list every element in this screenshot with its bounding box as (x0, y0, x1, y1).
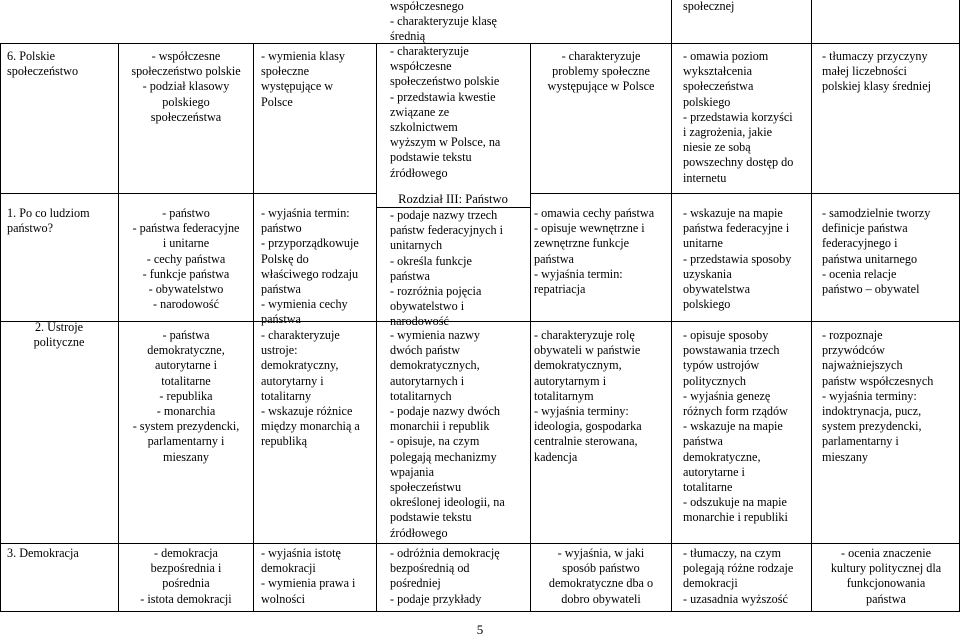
topic-title: 3. Demokracja (7, 546, 79, 560)
outstanding-requirements-cell: - tłumaczy przyczyny małej liczebności polskiej klasy średniej (822, 49, 931, 94)
page-number: 5 (476, 622, 484, 637)
column-divider (811, 0, 812, 612)
extended-requirements-cell: - odróżnia demokrację bezpośrednią od pośredniej - podaje przykłady (390, 546, 500, 606)
content-cell: - współczesne społeczeństwo polskie - podział klasowy polskiego społeczeństwa (131, 49, 241, 124)
extended-requirements-cell: - charakteryzuje współczesne społeczeństwo polskie - przedstawia kwestie związane ze szkolnictwem wyższym w Polsce, na podstawie tekstu źródłowego (390, 44, 501, 180)
basic-requirements-cell: - charakteryzuje ustroje: demokratyczny, autorytarny i totalitarny - wskazuje różnice między monarchią a republiką (261, 328, 360, 449)
complex-requirements-cell: - charakteryzuje problemy społeczne występujące w Polsce (547, 49, 655, 94)
row-divider (530, 193, 960, 194)
column-divider (253, 43, 254, 612)
advanced-requirements-cell: - tłumaczy, na czym polegają różne rodzaje demokracji - uzasadnia wyższość (683, 546, 794, 606)
extended-cell-continuation: współczesnego - charakteryzuje klasę średnią (390, 0, 497, 44)
advanced-cell-continuation: społecznej (683, 0, 735, 13)
basic-requirements-cell: - wyjaśnia termin: państwo - przyporządkowuje Polskę do właściwego rodzaju państwa - wymienia cechy państwa (261, 206, 359, 327)
content-cell: - państwa demokratyczne, autorytarne i totalitarne - republika - monarchia - system prezydencki, parlamentarny i mieszany (132, 328, 240, 464)
topic-title: 2. Ustroje polityczne (33, 320, 85, 350)
table-border-bottom (0, 611, 960, 612)
complex-requirements-cell: - charakteryzuje rolę obywateli w państwie demokratycznym, autorytarnym i totalitarnym - wyjaśnia terminy: ideologia, gospodarka centralnie sterowana, kadencja (534, 328, 642, 464)
advanced-requirements-cell: - omawia poziom wykształcenia społeczeństwa polskiego - przedstawia korzyści i zagrożenia, jakie niesie ze sobą powszechny dostęp do internetu (683, 49, 794, 185)
complex-requirements-cell: - wyjaśnia, w jaki sposób państwo demokratyczne dba o dobro obywateli (548, 546, 654, 606)
outstanding-requirements-cell: - rozpoznaje przywódców najważniejszych państw współczesnych - wyjaśnia terminy: indoktrynacja, pucz, system prezydencki, parlamentarny i mieszany (822, 328, 934, 464)
chapter-heading: Rozdział III: Państwo (398, 192, 508, 206)
extended-requirements-cell: - wymienia nazwy dwóch państw demokratycznych, autorytarnych i totalitarnych - podaje nazwy dwóch monarchii i republik - opisuje, na czym polegają mechanizmy wpajania społeczeństwu określonej ideologii, na podstawie tekstu źródłowego (390, 328, 505, 540)
outstanding-requirements-cell: - ocenia znaczenie kultury politycznej dla funkcjonowania państwa (830, 546, 942, 606)
row-divider (0, 193, 376, 194)
advanced-requirements-cell: - opisuje sposoby powstawania trzech typów ustrojów politycznych - wyjaśnia genezę różnych form rządów - wskazuje na mapie państwa demokratyczne, autorytarne i totalitarne - odszukuje na mapie monarchie i republiki (683, 328, 788, 525)
complex-requirements-cell: - omawia cechy państwa - opisuje wewnętrzne i zewnętrzne funkcje państwa - wyjaśnia termin: repatriacja (534, 206, 655, 297)
column-divider (376, 43, 377, 612)
topic-title: 6. Polskie społeczeństwo (7, 49, 79, 79)
content-cell: - demokracja bezpośrednia i pośrednia - istota demokracji (140, 546, 232, 606)
extended-requirements-cell: - podaje nazwy trzech państw federacyjnych i unitarnych - określa funkcje państwa - rozróżnia pojęcia obywatelstwo i narodowość (390, 208, 504, 329)
content-cell: - państwo - państwa federacyjne i unitarne - cechy państwa - funkcje państwa - obywatelstwo - narodowość (132, 206, 240, 312)
outstanding-requirements-cell: - samodzielnie tworzy definicje państwa federacyjnego i państwa unitarnego - ocenia relacje państwo – obywatel (822, 206, 931, 297)
column-divider (671, 0, 672, 612)
row-divider (0, 543, 960, 544)
topic-title: 1. Po co ludziom państwo? (7, 206, 90, 236)
basic-requirements-cell: - wyjaśnia istotę demokracji - wymienia prawa i wolności (261, 546, 356, 606)
advanced-requirements-cell: - wskazuje na mapie państwa federacyjne i unitarne - przedstawia sposoby uzyskania obywatelstwa polskiego (683, 206, 792, 312)
basic-requirements-cell: - wymienia klasy społeczne występujące w Polsce (261, 49, 345, 109)
